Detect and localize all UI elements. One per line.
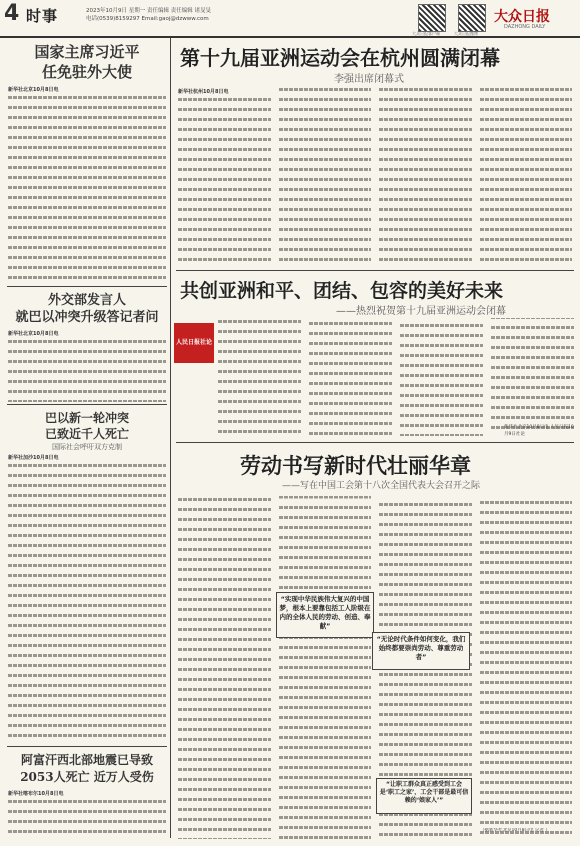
qr-left-label: 大众日报客户端: [412, 31, 440, 36]
section-name: 时事: [26, 7, 59, 25]
top-story-subheadline: 李强出席闭幕式: [334, 74, 404, 85]
qr-right-label: 大众日报微博: [454, 31, 478, 36]
headline-line: 巴以新一轮冲突: [44, 411, 129, 425]
editorial-subheadline: ——热烈祝贺第十九届亚洲运动会闭幕: [336, 306, 506, 317]
article-body: [8, 330, 166, 402]
headline-line: 国家主席习近平: [34, 43, 140, 61]
masthead: [0, 0, 580, 38]
article-headline: [7, 42, 167, 82]
story-separator: [176, 270, 574, 271]
paper-logo-sub: DAZHONG DAILY: [504, 24, 546, 30]
article-separator: [7, 746, 167, 747]
qr-code-icon: [418, 4, 446, 32]
article-dateline: 新华社喀布尔10月8日电: [8, 791, 64, 797]
masthead-date-line: 2023年10月9日 星期一 责任编辑 责任编辑 诸旻旻: [86, 8, 211, 14]
article-body: [8, 86, 166, 284]
editorial-stamp: 人民日报社论: [174, 323, 214, 363]
headline-line: 阿富汗西北部地震已导致: [20, 753, 153, 767]
article-separator: [7, 286, 167, 287]
headline-line: 2053人死亡 近万人受伤: [20, 770, 154, 784]
qr-code-icon: [458, 4, 486, 32]
article-headline: [7, 410, 167, 452]
pull-quote: “让职工群众真正感受到工会是‘职工之家’，工会干部是最可信赖的‘娘家人’”: [379, 781, 469, 804]
article-subtitle: 国际社会呼吁双方克制: [52, 443, 122, 451]
pull-quote: “无论时代条件如何变化，我们始终都要崇尚劳动、尊重劳动者”: [376, 635, 466, 661]
article-dateline: 新华社加沙10月8日电: [8, 455, 59, 461]
feature-signoff: （据新华社北京10月8日电 记者 ）: [480, 828, 550, 833]
masthead-meta: [86, 7, 211, 23]
article-separator: [7, 404, 167, 405]
editorial-body: [218, 318, 574, 436]
masthead-contact-line: 电话(0539)8159297 Email:gaoj@dzwww.com: [86, 16, 209, 22]
column-divider: [170, 38, 171, 838]
pull-quote-box: [372, 632, 470, 670]
feature-subheadline: ——写在中国工会第十八次全国代表大会召开之际: [282, 481, 481, 491]
headline-line: 外交部发言人: [47, 293, 126, 308]
article-dateline: 新华社杭州10月8日电: [178, 89, 229, 95]
pull-quote: “实现中华民族伟大复兴的中国梦，根本上要靠包括工人阶级在内的全体人民的劳动、创造、奉献”: [279, 595, 371, 630]
headline-line: 任免驻外大使: [41, 63, 132, 81]
top-story-body: [178, 88, 572, 268]
feature-headline: 劳动书写新时代壮丽华章: [240, 453, 471, 478]
pull-quote-box: [376, 778, 472, 814]
paper-logo: 大众日报: [494, 9, 550, 25]
editorial-headline: 共创亚洲和平、团结、包容的美好未来: [180, 280, 504, 302]
top-story-headline: 第十九届亚洲运动会在杭州圆满闭幕: [180, 46, 500, 70]
editorial-signoff: 新华社北京10月8日电 人民日报10月9日社论: [504, 425, 574, 437]
story-separator: [176, 442, 574, 443]
article-dateline: 新华社北京10月8日电: [8, 331, 59, 337]
headline-line: 已致近千人死亡: [44, 427, 129, 441]
article-headline: [7, 752, 167, 786]
headline-line: 就巴以冲突升级答记者问: [15, 310, 159, 325]
article-body: [8, 790, 166, 840]
article-body: [8, 454, 166, 744]
page-number: 4: [4, 1, 20, 26]
article-headline: [7, 292, 167, 326]
pull-quote-box: [276, 592, 374, 638]
article-dateline: 新华社北京10月8日电: [8, 87, 59, 93]
